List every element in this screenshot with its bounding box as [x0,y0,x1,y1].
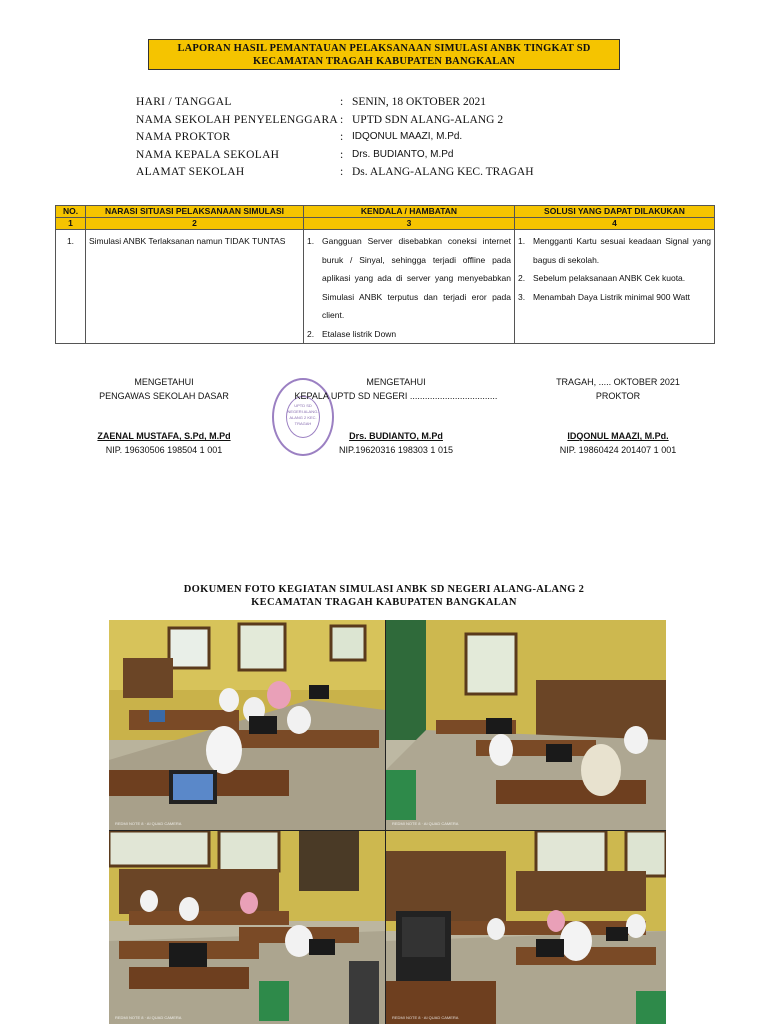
sig-line1: TRAGAH, ..... OKTOBER 2021 [556,377,680,387]
report-table [55,205,715,344]
row-narasi: Simulasi ANBK Terlaksanan namun TIDAK TUNTAS [86,230,304,344]
list-number: 1. [518,236,526,246]
list-text: Sebelum pelaksanaan ANBK Cek kuota. [533,273,686,283]
list-number: 2. [518,273,526,283]
header-narasi: NARASI SITUASI PELAKSANAAN SIMULASI [86,206,304,218]
photo-grid [109,620,666,1024]
report-title-line2: KECAMATAN TRAGAH KABUPATEN BANGKALAN [252,56,516,67]
info-value: UPTD SDN ALANG-ALANG 2 [352,113,504,126]
sig-line2: PROKTOR [595,391,641,401]
col-number: 3 [304,218,515,230]
list-number: 2. [307,328,315,339]
info-label: NAMA KEPALA SEKOLAH [136,148,280,161]
classroom-photo-3 [109,831,385,1024]
info-label: ALAMAT SEKOLAH [136,166,245,178]
info-value: IDQONUL MAAZI, M.Pd. [352,131,463,142]
info-value: SENIN, 18 OKTOBER 2021 [352,96,486,108]
sig-line2: PENGAWAS SEKOLAH DASAR [99,391,229,401]
list-text: Menambah Daya Listrik minimal 900 Watt [533,291,690,302]
doc-title-line1: DOKUMEN FOTO KEGIATAN SIMULASI ANBK SD NEGERI ALANG-ALANG 2 [183,584,585,595]
list-text: Mengganti Kartu sesuai keadaan Signal yang bagus di sekolah. [533,236,711,265]
col-number: 2 [86,218,304,230]
report-title-line1: LAPORAN HASIL PEMANTAUAN PELAKSANAAN SIMULASI ANBK TINGKAT SD [177,43,591,54]
documentation-title [0,583,768,609]
row-kendala [304,230,515,344]
table-header-row [56,206,715,218]
signature-proctor [528,375,708,457]
col-number: 1 [56,218,86,230]
photo-watermark: REDMI NOTE 8 · AI QUAD CAMERA [392,1015,459,1020]
sig-name: ZAENAL MUSTAFA, S.Pd, M.Pd [97,431,231,441]
sig-name: Drs. BUDIANTO, M.Pd [349,431,443,441]
list-item [307,325,511,344]
list-number: 3. [518,291,526,302]
header-no: NO. [56,206,86,218]
photo-watermark: REDMI NOTE 8 · AI QUAD CAMERA [392,821,459,826]
info-label: HARI / TANGGAL [136,96,232,108]
stamp-text: UPTD SD NEGERI ALANG-ALANG 2 KEC. TRAGAH [286,396,320,438]
classroom-photo-2 [386,620,666,830]
list-text: Etalase listrik Down [322,328,397,339]
list-item [307,232,511,325]
info-colon: : [340,166,344,178]
table-number-row [56,218,715,230]
info-value: Ds. ALANG-ALANG KEC. TRAGAH [352,166,534,178]
photo-watermark: REDMI NOTE 8 · AI QUAD CAMERA [115,821,182,826]
doc-title-line2: KECAMATAN TRAGAH KABUPATEN BANGKALAN [251,597,517,608]
classroom-photo-1 [109,620,385,830]
header-solusi: SOLUSI YANG DAPAT DILAKUKAN [515,206,715,218]
row-solusi [515,230,715,344]
sig-nip: NIP. 19630506 198504 1 001 [105,445,223,455]
info-value: Drs. BUDIANTO, M.Pd [352,148,454,160]
col-number: 4 [515,218,715,230]
sig-line1: MENGETAHUI [134,377,194,387]
sig-nip: NIP.19620316 198303 1 015 [339,445,453,455]
list-text: Gangguan Server disebabkan coneksi internet buruk / Sinyal, sehingga terjadi offline pada aplikasi yang ada di server yang menyebabkan Simulasi ANBK terputus dan terjadi eror pada client. [322,236,511,320]
signature-supervisor [78,375,250,457]
row-no: 1. [56,230,86,344]
sig-line1: MENGETAHUI [366,377,426,387]
header-kendala: KENDALA / HAMBATAN [304,206,515,218]
sig-name: IDQONUL MAAZI, M.Pd. [567,431,669,441]
list-item [518,232,711,269]
info-label: NAMA SEKOLAH PENYELENGGARA [136,113,339,126]
sig-nip: NIP. 19860424 201407 1 001 [559,445,677,455]
classroom-photo-4 [386,831,666,1024]
photo-watermark: REDMI NOTE 8 · AI QUAD CAMERA [115,1015,182,1020]
list-item [518,269,711,288]
info-colon: : [340,148,344,161]
sig-line2: KEPALA UPTD SD NEGERI ................................... [294,391,498,401]
info-colon: : [340,96,344,108]
list-number: 1. [307,236,315,246]
info-colon: : [340,131,344,143]
info-label: NAMA PROKTOR [136,131,231,143]
signature-principal [276,375,516,457]
report-title [148,39,620,70]
table-row [56,230,715,344]
info-colon: : [340,113,344,126]
list-item [518,288,711,307]
